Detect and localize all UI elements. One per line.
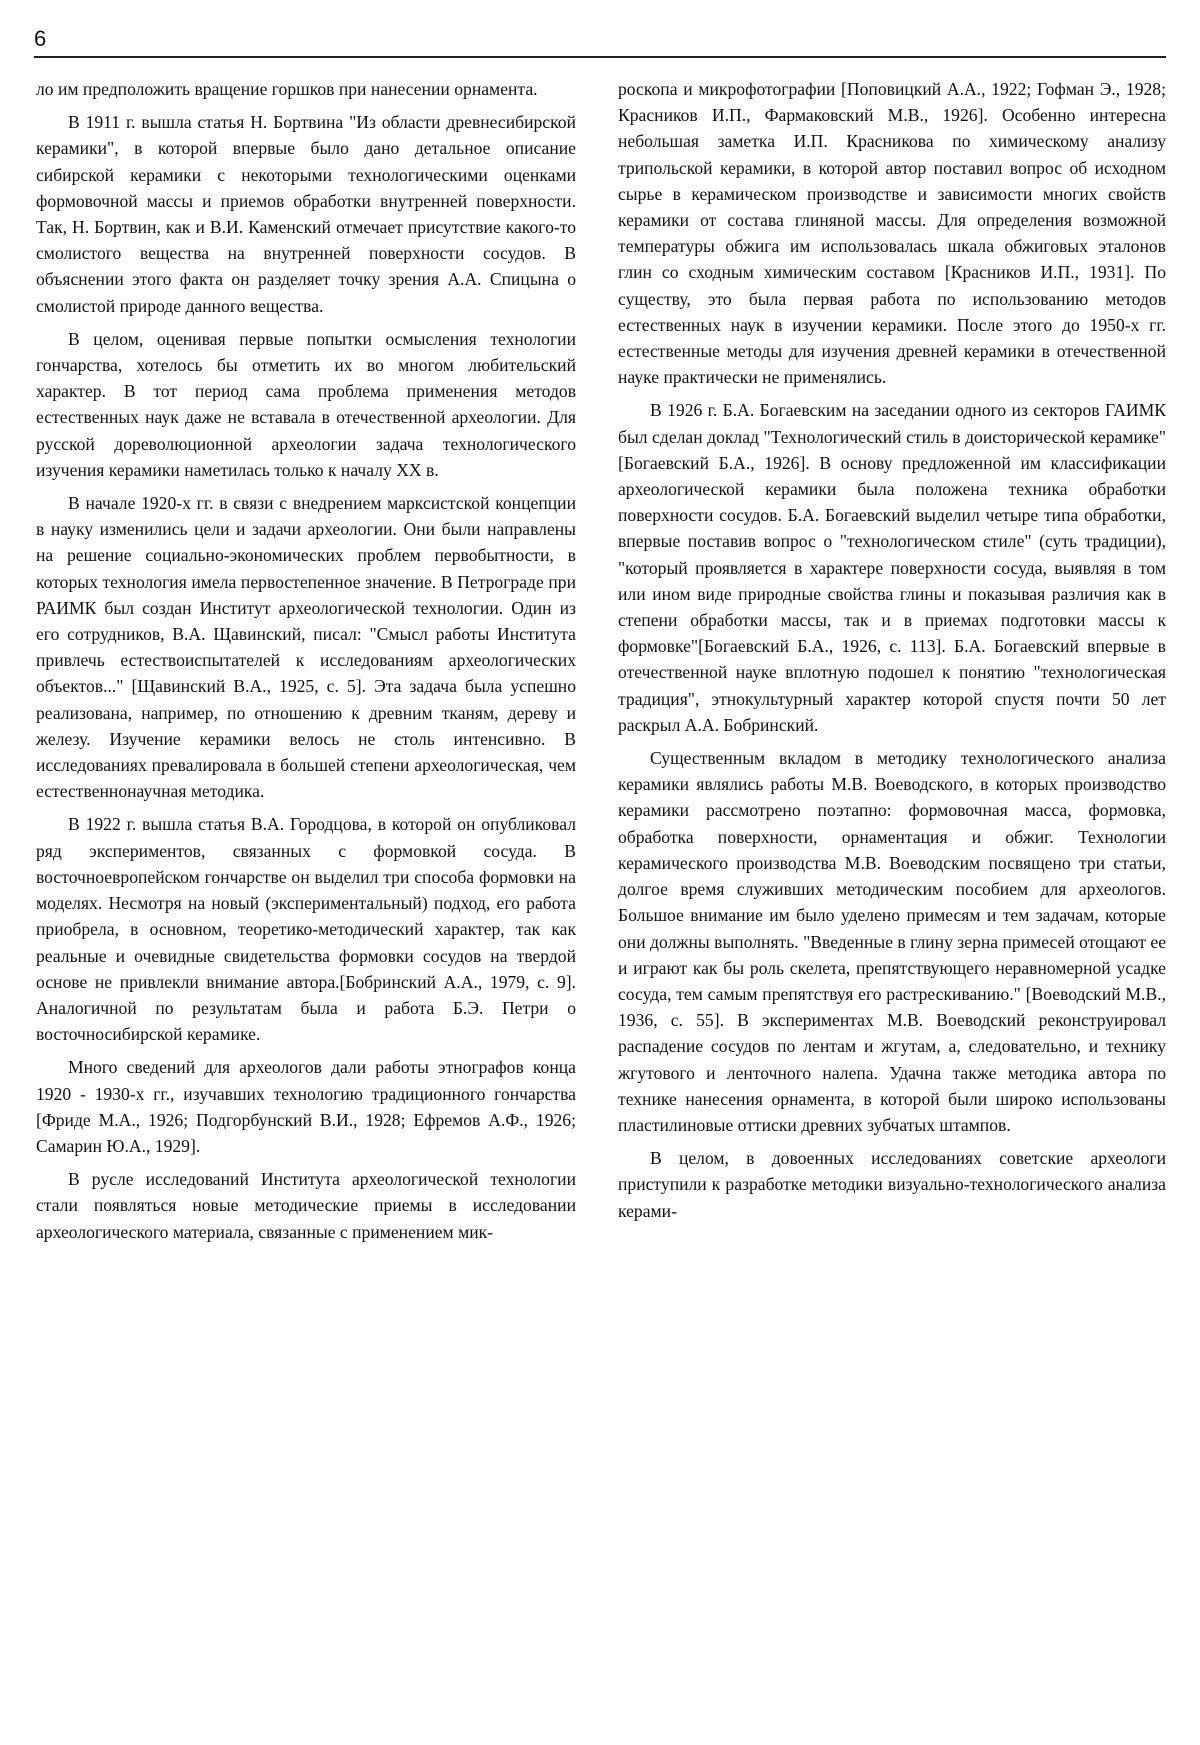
left-column: [36, 76, 576, 1736]
paragraph: В 1922 г. вышла статья В.А. Городцова, в которой он опубликовал ряд экспериментов, связанных с формовкой сосуда. В восточноевропейском гончарстве он выделил три способа формовки на моделях. Несмотря на новый (экспериментальный) подход, его работа приобрела, в основном, теоретико-методический характер, так как реальные и очевидные свидетельства формовки сосудов на твердой основе не привлекли внимание автора.[Бобринский А.А., 1979, с. 9]. Аналогичной по результатам была и работа Б.Э. Петри о восточносибирской керамике.: [36, 814, 576, 1045]
paragraph: В целом, оценивая первые попытки осмысления технологии гончарства, хотелось бы отметить их во многом любительский характер. В тот период сама проблема применения методов естественных наук даже не вставала в отечественной археологии. Для русской дореволюционной археологии задача технологического изучения керамики наметилась только к началу XX в.: [36, 328, 576, 480]
paragraph: В 1911 г. вышла статья Н. Бортвина "Из области древнесибирской керамики", в которой впервые было дано детальное описание сибирской керамики с некоторыми технологическими оценками формовочной массы и приемов обработки внутренней поверхности. Так, Н. Бортвин, как и В.И. Каменский отмечает присутствие какого-то смолистого вещества на внутренней поверхности сосудов. В объяснении этого факта он разделяет точку зрения А.А. Спицына о смолистой природе данного вещества.: [36, 112, 576, 316]
paragraph: Много сведений для археологов дали работы этнографов конца 1920 - 1930-х гг., изучавших технологию традиционного гончарства [Фриде М.А., 1926; Подгорбунский В.И., 1928; Ефремов А.Ф., 1926; Самарин Ю.А., 1929].: [36, 1057, 576, 1156]
paragraph: ло им предположить вращение горшков при нанесении орнамента.: [36, 79, 538, 99]
paragraph: В 1926 г. Б.А. Богаевским на заседании одного из секторов ГАИМК был сделан доклад "Технологический стиль в доисторической керамике" [Богаевский Б.А., 1926]. В основу предложенной им классификации археологической керамики была положена техника обработки поверхности сосудов. Б.А. Богаевский выделил четыре типа обработки, впервые поставив вопрос о "технологическом стиле" (суть традиции), "который проявляется в характере поверхности сосуда, выявляя в том или ином виде природные свойства глины и показывая различия как в степени обработки массы, так и в приемах подготовки массы к формовке"[Богаевский Б.А., 1926, с. 113]. Б.А. Богаевский впервые в отечественной науке вплотную подошел к понятию "технологическая традиция", этнокультурный характер которой спустя почти 50 лет раскрыл А.А. Бобринский.: [618, 400, 1166, 735]
paragraph: Существенным вкладом в методику технологического анализа керамики являлись работы М.В. Воеводского, в которых производство керамики рассмотрено поэтапно: формовочная масса, формовка, обработка поверхности, орнаментация и обжиг. Технологии керамического производства М.В. Воеводским посвящено три статьи, долгое время служивших методическим пособием для археологов. Большое внимание им было уделено примесям и тем задачам, которые они должны выполнять. "Введенные в глину зерна примесей отощают ее и играют как бы роль скелета, препятствующего неравномерной усадке сосуда, тем самым препятствуя его растрескиванию." [Воеводский М.В., 1936, с. 55]. В экспериментах М.В. Воеводский реконструировал распадение сосудов по лентам и жгутам, а, следовательно, и технику жгутового и ленточного налепа. Удачна также методика автора по технике нанесения орнамента, в которой были широко использованы пластилиновые оттиски древних зубчатых штампов.: [618, 748, 1166, 1135]
paragraph: В русле исследований Института археологической технологии стали появляться новые методические приемы в исследовании археологического материала, связанные с применением мик-: [36, 1169, 576, 1242]
paragraph: роскопа и микрофотографии [Поповицкий А.А., 1922; Гофман Э., 1928; Красников И.П., Фармаковский М.В., 1926]. Особенно интересна небольшая заметка И.П. Красникова по химическому анализу трипольской керамики, в которой автор поставил вопрос об исходном сырье в керамическом производстве и зависимости многих свойств керамики от состава глиняной массы. Для определения возможной температуры обжига им использовалась шкала обжиговых эталонов глин со сходным химическим составом [Красников И.П., 1931]. По существу, это была первая работа по использованию методов естественных наук в изучении керамики. После этого до 1950-х гг. естественные методы для изучения древней керамики в отечественной науке практически не применялись.: [618, 79, 1166, 388]
paragraph: В целом, в довоенных исследованиях советские археологи приступили к разработке методики визуально-технологического анализа керами-: [618, 1148, 1166, 1221]
paragraph: В начале 1920-х гг. в связи с внедрением марксистской концепции в науку изменились цели и задачи археологии. Они были направлены на решение социально-экономических проблем первобытности, в которых технология имела первостепенное значение. В Петрограде при РАИМК был создан Институт археологической технологии. Один из его сотрудников, В.А. Щавинский, писал: "Смысл работы Института привлечь естествоиспытателей к исследованиям археологических объектов..." [Щавинский В.А., 1925, с. 5]. Эта задача была успешно реализована, например, по отношению к древним тканям, дереву и железу. Изучение керамики велось не столь интенсивно. В исследованиях превалировала в большей степени археологическая, чем естественнонаучная методика.: [36, 493, 576, 802]
page-number: 6: [34, 26, 47, 51]
header-rule: [34, 56, 1166, 58]
right-column: [618, 76, 1166, 1736]
